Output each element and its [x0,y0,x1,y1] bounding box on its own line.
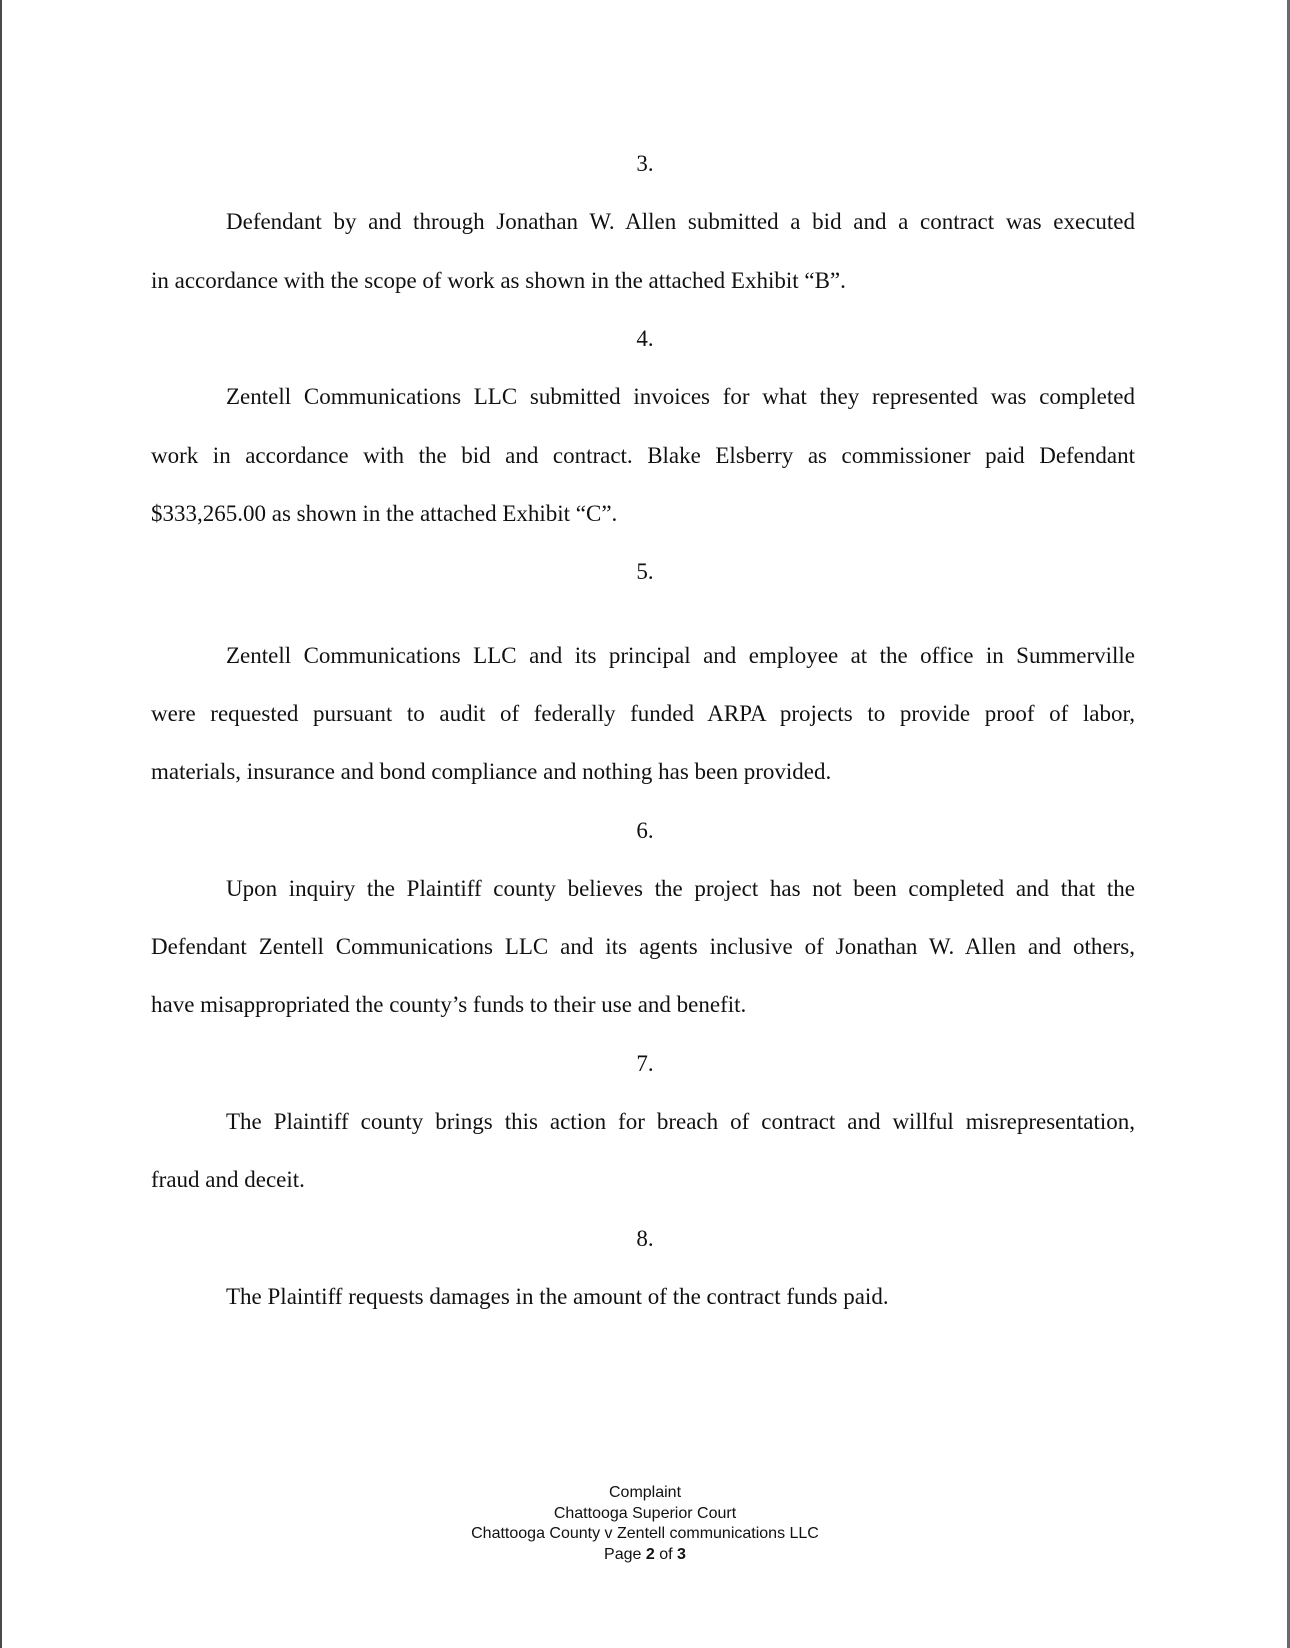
paragraph-5-line-3: materials, insurance and bond compliance and nothing has been provided. [151,759,832,784]
footer-page-total: 3 [677,1546,686,1563]
paragraph-4-line-3: $333,265.00 as shown in the attached Exhibit “C”. [151,501,618,526]
paragraph-number-8: 8. [636,1226,654,1251]
paragraph-number-4: 4. [636,326,654,351]
paragraph-number-7: 7. [636,1051,654,1076]
paragraph-5-line-2: were requested pursuant to audit of federally funded ARPA projects to provide proof of labor, [151,701,1135,726]
paragraph-6-line-3: have misappropriated the county’s funds to their use and benefit. [151,992,747,1017]
footer-page-current: 2 [645,1546,655,1563]
paragraph-3-line-2: in accordance with the scope of work as shown in the attached Exhibit “B”. [151,268,846,293]
paragraph-4-line-1: Zentell Communications LLC submitted invoices for what they represented was completed [226,384,1135,409]
paragraph-number-3: 3. [636,151,654,176]
paragraph-6-line-2: Defendant Zentell Communications LLC and its agents inclusive of Jonathan W. Allen and others, [151,934,1135,959]
footer-page-of: of [659,1546,673,1563]
paragraph-7-line-1: The Plaintiff county brings this action for breach of contract and willful misrepresentation, [226,1109,1135,1134]
footer-page-indicator [0,1544,1290,1565]
paragraph-7-line-2: fraud and deceit. [151,1167,305,1192]
paragraph-number-6: 6. [636,818,654,843]
paragraph-6-line-1: Upon inquiry the Plaintiff county believes the project has not been completed and that the [226,876,1135,901]
paragraph-3-line-1: Defendant by and through Jonathan W. Allen submitted a bid and a contract was executed [226,209,1135,234]
footer-court: Chattooga Superior Court [553,1505,737,1522]
paragraph-5-line-1: Zentell Communications LLC and its principal and employee at the office in Summerville [226,643,1135,668]
paragraph-8-line-1: The Plaintiff requests damages in the amount of the contract funds paid. [226,1284,889,1309]
footer-case-name: Chattooga County v Zentell communications LLC [471,1525,819,1542]
paragraph-4-line-2: work in accordance with the bid and contract. Blake Elsberry as commissioner paid Defendant [151,443,1135,468]
paragraph-number-5: 5. [636,559,654,584]
footer-title: Complaint [608,1484,682,1501]
footer-page-prefix: Page [604,1546,642,1563]
